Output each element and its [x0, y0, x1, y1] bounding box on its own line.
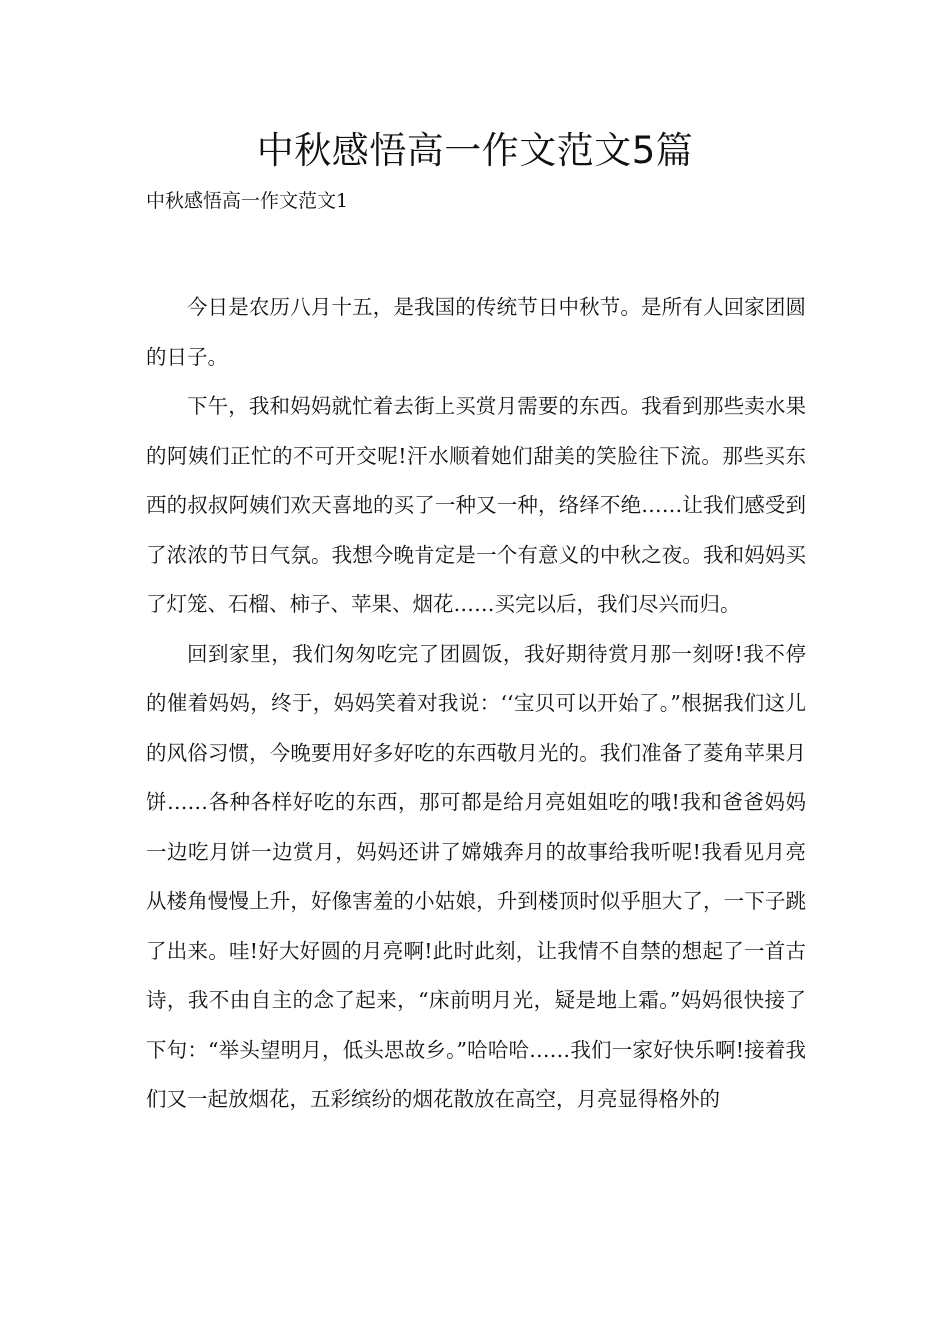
paragraph-2: 下午，我和妈妈就忙着去街上买赏月需要的东西。我看到那些卖水果的阿姨们正忙的不可开交呢!汗水顺着她们甜美的笑脸往下流。那些买东西的叔叔阿姨们欢天喜地的买了一种又一种，络绎不绝……让我们感受到了浓浓的节日气氛。我想今晚肯定是一个有意义的中秋之夜。我和妈妈买了灯笼、石榴、柿子、苹果、烟花……买完以后，我们尽兴而归。 [146, 394, 806, 616]
document-body [146, 283, 806, 1125]
paragraph-1: 今日是农历八月十五，是我国的传统节日中秋节。是所有人回家团圆的日子。 [146, 295, 806, 369]
section-heading: 中秋感悟高一作文范文1 [146, 190, 349, 212]
document-title: 中秋感悟高一作文范文5篇 [256, 129, 694, 172]
paragraph-3: 回到家里，我们匆匆吃完了团圆饭，我好期待赏月那一刻呀!我不停的催着妈妈，终于，妈妈笑着对我说：‘‘宝贝可以开始了。”根据我们这儿的风俗习惯，今晚要用好多好吃的东西敬月光的。我们准备了菱角苹果月饼……各种各样好吃的东西，那可都是给月亮姐姐吃的哦!我和爸爸妈妈一边吃月饼一边赏月，妈妈还讲了嫦娥奔月的故事给我听呢!我看见月亮从楼角慢慢上升，好像害羞的小姑娘，升到楼顶时似乎胆大了，一下子跳了出来。哇!好大好圆的月亮啊!此时此刻，让我情不自禁的想起了一首古诗，我不由自主的念了起来，“床前明月光，疑是地上霜。”妈妈很快接了下句：“举头望明月，低头思故乡。”哈哈哈……我们一家好快乐啊!接着我们又一起放烟花，五彩缤纷的烟花散放在高空，月亮显得格外的 [146, 641, 806, 1111]
